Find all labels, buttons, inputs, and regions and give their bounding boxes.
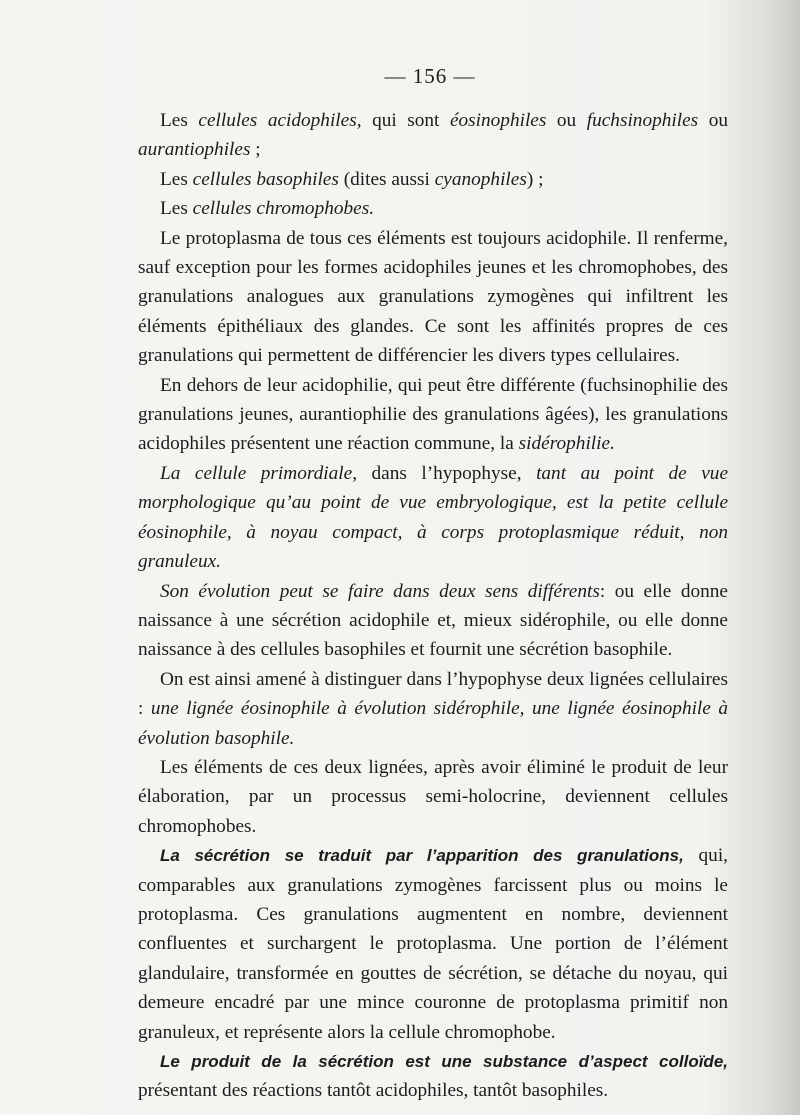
text-run: On est ainsi amené à distinguer dans l’hypophyse deux lignées cellulaires : — [138, 668, 728, 720]
text-run: ; — [250, 139, 261, 161]
paragraph-evolution — [138, 577, 728, 665]
bold-italic-term: Le produit de la sécrétion est une substance d’aspect colloïde, — [160, 1052, 728, 1071]
text-run: Les — [160, 198, 193, 220]
text-run: ) ; — [526, 168, 544, 190]
body-text — [138, 106, 728, 1106]
italic-term: Son évolution peut se faire dans deux sens différents — [160, 580, 600, 602]
italic-term: cellules chromophobes. — [192, 198, 375, 220]
text-run: ou — [546, 110, 587, 131]
text-run: qui sont — [361, 110, 450, 131]
paragraph-basophiles — [138, 165, 728, 194]
paragraph-produit — [138, 1047, 728, 1106]
paragraph-chromophobes — [138, 194, 728, 223]
italic-term: tant au point de vue morphologique qu’au point de vue embryologique, est la petite cellule éosinophile, à noyau compact, à corps protoplasmique réduit, non granuleux. — [138, 462, 728, 573]
paragraph-siderophilie — [138, 371, 728, 459]
paragraph-chromophobes-elements: Les éléments de ces deux lignées, après avoir éliminé le produit de leur élaboration, par un processus semi-holocrine, deviennent cellules chromophobes. — [138, 756, 728, 837]
text-run: En dehors de leur acidophilie, qui peut être différente (fuchsinophilie des granulations jeunes, aurantiophilie des granulations âgées), les granulations acidophiles présentent une réaction commune, la — [138, 374, 728, 455]
text-run: (dites aussi — [338, 168, 435, 190]
italic-term: aurantiophiles — [138, 139, 251, 161]
text-run: Les — [160, 168, 193, 190]
paragraph-acidophiles — [138, 106, 728, 165]
italic-term: La cellule primordiale, — [160, 462, 358, 484]
text-run: présentant des réactions tantôt acidophiles, tantôt basophiles. — [138, 1080, 609, 1102]
italic-term: éosinophiles — [449, 110, 547, 131]
paragraph-cellule-primordiale — [138, 459, 728, 577]
italic-term: sidérophilie. — [518, 433, 615, 455]
text-run: ou — [698, 110, 728, 131]
italic-term: cyanophiles — [434, 168, 527, 190]
text-run: : ou elle donne naissance à une sécrétion acidophile et, mieux sidérophile, ou elle donne naissance à des cellules basophiles et fournit une sécrétion basophile. — [138, 580, 728, 661]
italic-term: fuchsinophiles — [586, 110, 699, 131]
italic-term: cellules acidophiles, — [198, 110, 362, 131]
page-number: — 156 — — [384, 64, 476, 88]
text-run: qui, comparables aux granulations zymogènes farcissent plus ou moins le protoplasma. Ces granulations augmentent en nombre, deviennent confluentes et surchargent le protoplasma. Une portion de l’élément glandulaire, transformée en gouttes de sécrétion, se détache du noyau, qui demeure encadré par une mince couronne de protoplasma primitif non granuleux, et représente alors la cellule chromophobe. — [138, 845, 728, 1043]
text-run: dans l’hypophyse, — [357, 462, 537, 484]
paragraph-lignees — [138, 665, 728, 753]
paragraph-protoplasma: Le protoplasma de tous ces éléments est toujours acidophile. Il renferme, sauf exception pour les formes acidophiles jeunes et les chromophobes, des granulations analogues aux granulations zymogènes qui infiltrent les éléments épithéliaux des glandes. Ce sont les affinités propres de ces granulations qui permettent de différencier les divers types cellulaires. — [138, 227, 728, 367]
bold-italic-term: La sécrétion se traduit par l’apparition des granulations, — [160, 846, 684, 866]
paragraph-secretion — [138, 841, 728, 1047]
text-run: Les — [160, 110, 199, 131]
italic-term: une lignée éosinophile à évolution sidérophile, une lignée éosinophile à évolution basophile. — [138, 698, 728, 749]
italic-term: cellules basophiles — [192, 168, 339, 190]
